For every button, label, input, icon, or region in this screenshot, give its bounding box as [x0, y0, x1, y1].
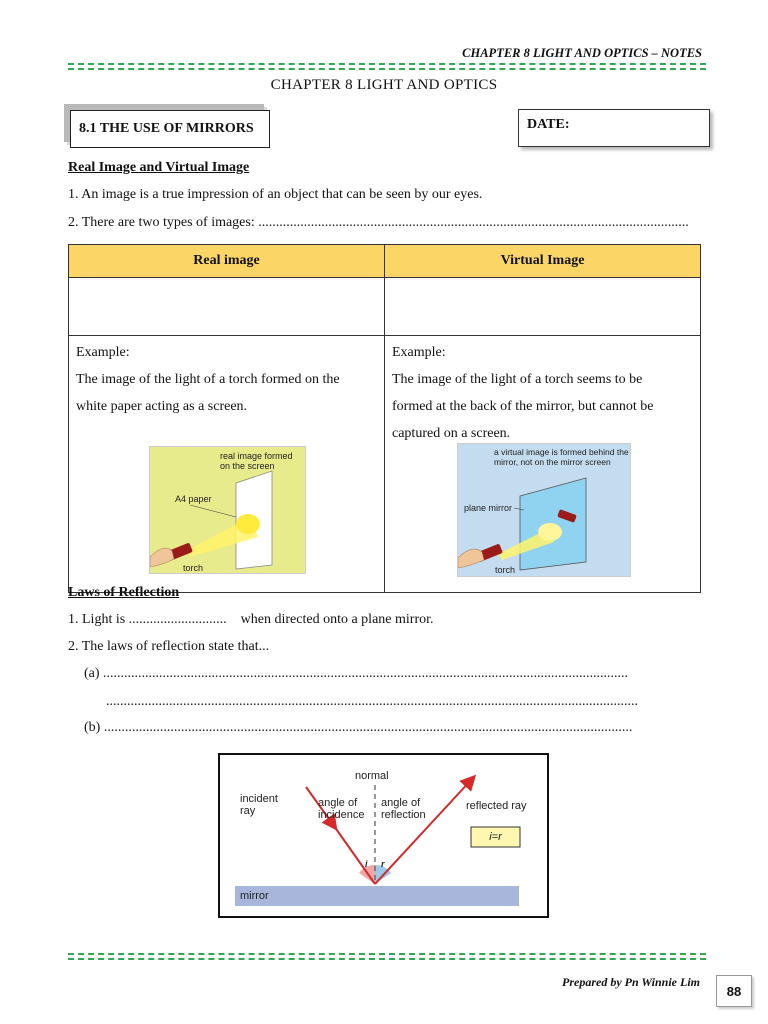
real-fig-paper-label: A4 paper [175, 494, 212, 504]
virtual-example-line2: formed at the back of the mirror, but cannot be [392, 399, 654, 414]
image-definition: 1. An image is a true impression of an object that can be seen by our eyes. [68, 187, 483, 202]
mirror-label: mirror [240, 890, 269, 902]
real-image-figure [149, 446, 306, 574]
real-example-cell [69, 336, 385, 593]
prepared-by: Prepared by Pn Winnie Lim [562, 975, 700, 989]
incident-ray [334, 826, 375, 884]
normal-label: normal [355, 770, 389, 782]
col-virtual-header: Virtual Image [385, 245, 701, 278]
laws-line1 [68, 612, 434, 628]
virtual-example-line3: captured on a screen. [392, 426, 511, 441]
laws-line1-b: when directed onto a plane mirror. [240, 612, 434, 627]
virtual-example-label: Example: [392, 345, 446, 360]
col-real-header: Real image [69, 245, 385, 278]
page-number-box [716, 975, 752, 1007]
real-virtual-heading: Real Image and Virtual Image [68, 160, 250, 175]
real-example-label: Example: [76, 345, 130, 360]
angle-incidence-label: angle of incidence [318, 797, 365, 821]
equation-label: i=r [489, 831, 502, 843]
virtual-image-figure [457, 443, 631, 577]
virtual-fig-mirror-label: plane mirror [464, 503, 513, 513]
angle-i-symbol: i [365, 859, 368, 869]
real-fig-torch-label: torch [183, 563, 204, 573]
real-example-line2: white paper acting as a screen. [76, 399, 248, 414]
hand-icon [150, 548, 174, 567]
laws-heading: Laws of Reflection [68, 585, 180, 600]
real-fig-caption: real image formed on the screen [220, 451, 293, 471]
hand-icon [458, 549, 484, 568]
laws-line2: 2. The laws of reflection state that... [68, 639, 270, 654]
virtual-fig-caption: a virtual image is formed behind the mirror, not on the mirror screen [494, 447, 629, 467]
virtual-spot [538, 523, 562, 541]
reflection-diagram [218, 753, 549, 918]
virtual-answer-cell [385, 278, 701, 336]
light-spot [236, 514, 260, 534]
chapter-title: CHAPTER 8 LIGHT AND OPTICS [270, 77, 498, 93]
angle-r-symbol: r [381, 859, 385, 869]
real-answer-cell [69, 278, 385, 336]
reflected-ray [375, 779, 472, 884]
image-types-line: 2. There are two types of images: ........................................................................................................................... [68, 215, 689, 230]
footer-divider [68, 953, 706, 962]
virtual-example-cell [385, 336, 701, 593]
section-label-box [70, 110, 270, 148]
page-number: 88 [726, 983, 742, 999]
image-types-table [68, 244, 701, 593]
law-b-blank: (b) ....................................................................................................................................................... [84, 720, 633, 735]
real-example-line1: The image of the light of a torch formed on the [76, 372, 340, 387]
angle-reflection-label: angle of reflection [381, 797, 426, 821]
running-header: CHAPTER 8 LIGHT AND OPTICS – NOTES [462, 46, 702, 60]
virtual-example-line1: The image of the light of a torch seems to be [392, 372, 643, 387]
law-a-continuation: ........................................................................................................................................................ [106, 694, 638, 709]
incident-ray-label: incident ray [240, 793, 278, 817]
date-label: DATE: [527, 117, 570, 132]
law-a-blank: (a) ...................................................................................................................................................... [84, 666, 629, 681]
reflected-ray-label: reflected ray [466, 800, 527, 812]
date-box [518, 109, 710, 147]
laws-line1-a: 1. Light is ............................ [68, 612, 227, 627]
header-divider [68, 63, 706, 72]
mirror-surface [235, 886, 519, 906]
section-label: 8.1 THE USE OF MIRRORS [79, 121, 254, 136]
virtual-fig-torch-label: torch [495, 565, 516, 575]
